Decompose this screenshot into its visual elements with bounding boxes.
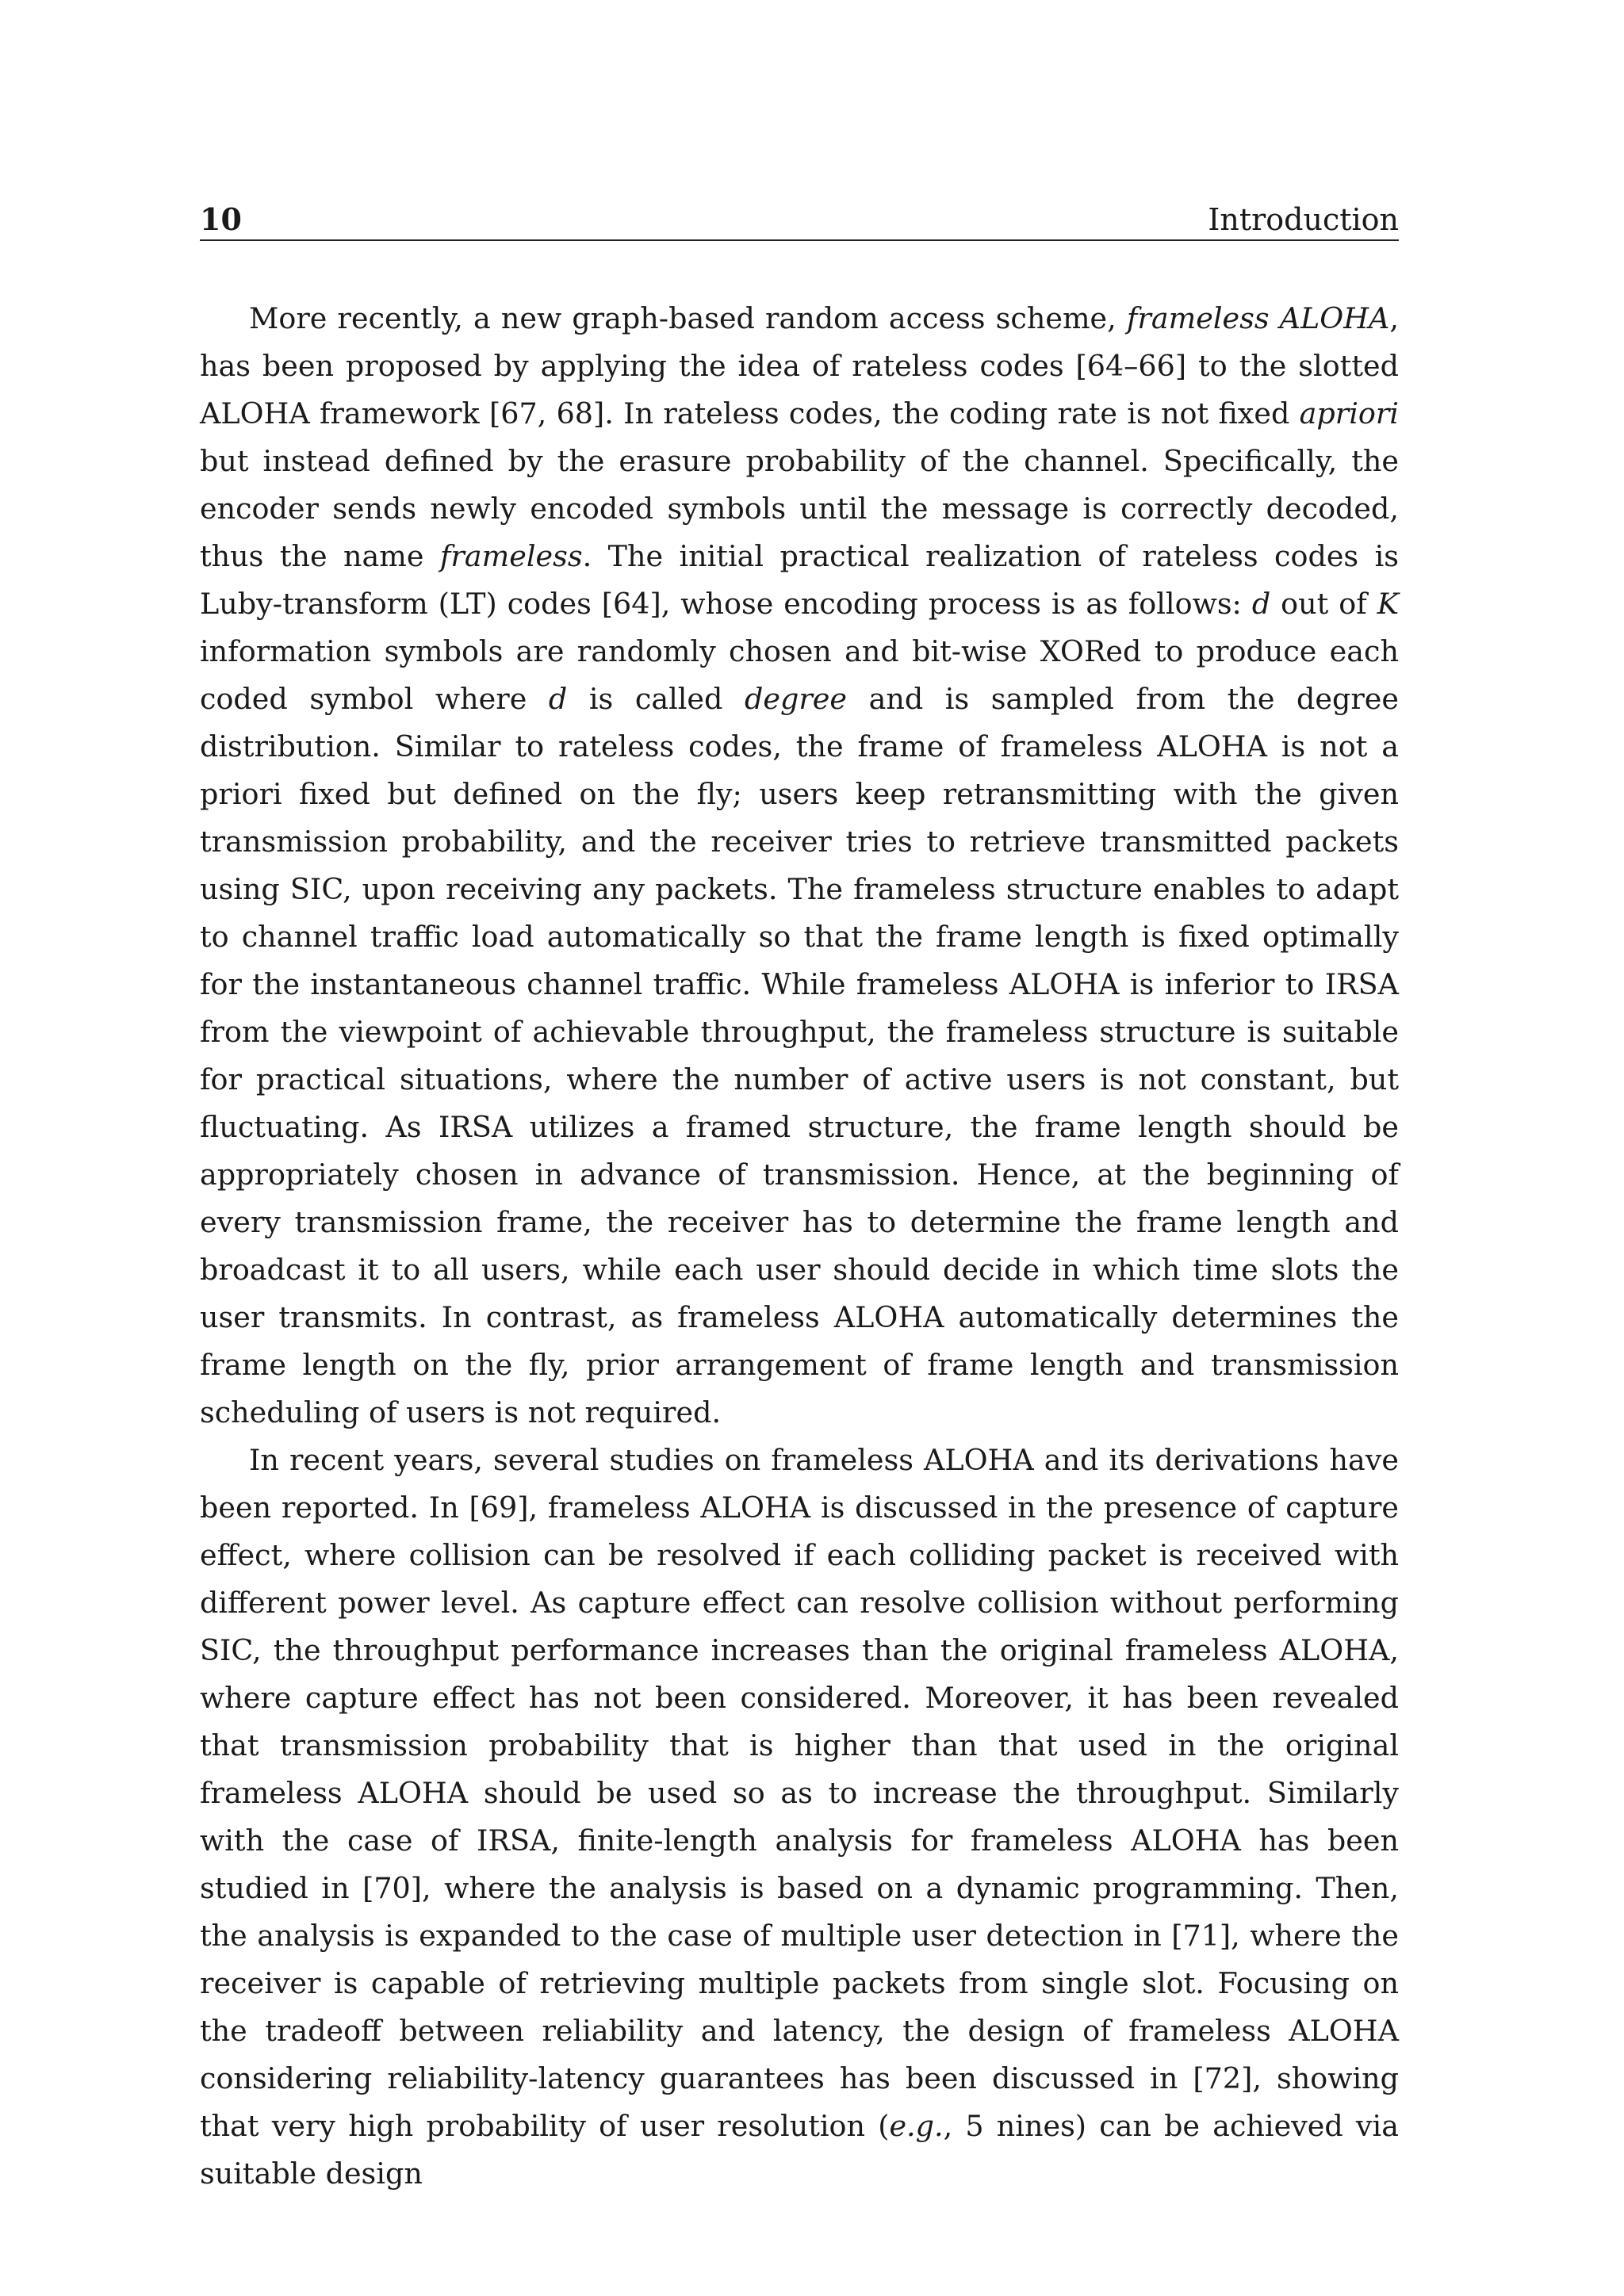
running-title: Introduction <box>1208 202 1399 237</box>
text-run: In recent years, several studies on frameless ALOHA and its derivations have been reported. In [69], frameless ALOHA is discussed in the presence of capture effect, where collision can be resolved if each colliding packet is received with different power level. As capture effect can resolve collision without performing SIC, the throughput performance increases than the original frameless ALOHA, where capture effect has not been considered. Moreover, it has been revealed that transmission probability that is higher than that used in the original frameless ALOHA should be used so as to increase the throughput. Similarly with the case of IRSA, finite-length analysis for frameless ALOHA has been studied in [70], where the analysis is based on a dynamic programming. Then, the analysis is expanded to the case of multiple user detection in [71], where the receiver is capable of retrieving multiple packets from single slot. Focusing on the tradeoff between reliability and latency, the design of frameless ALOHA considering reliability-latency guarantees has been discussed in [72], showing that very high probability of user resolution ( <box>200 1443 1399 2143</box>
text-run: is called <box>567 682 745 716</box>
page-header <box>200 197 1399 241</box>
italic-text: apriori <box>1299 396 1399 430</box>
italic-text: frameless <box>439 539 583 573</box>
text-run: , has been proposed by applying the idea of rateless codes [64–66] to the slotted ALOHA framework [67, 68]. In rateless codes, the coding rate is not fixed <box>200 301 1400 430</box>
body-text <box>200 295 1399 2198</box>
paragraph <box>200 295 1399 1437</box>
italic-text: frameless ALOHA <box>1126 301 1390 335</box>
paragraph <box>200 1437 1399 2198</box>
text-run: . The initial practical realization of rateless codes is Luby-transform (LT) codes [64], whose encoding process is as follows: <box>200 539 1399 621</box>
text-run: and is sampled from the degree distribution. Similar to rateless codes, the frame of frameless ALOHA is not a priori fixed but defined on the fly; users keep retransmitting with the given transmission probability, and the receiver tries to retrieve transmitted packets using SIC, upon receiving any packets. The frameless structure enables to adapt to channel traffic load automatically so that the frame length is fixed optimally for the instantaneous channel traffic. While frameless ALOHA is inferior to IRSA from the viewpoint of achievable throughput, the frameless structure is suitable for practical situations, where the number of active users is not constant, but fluctuating. As IRSA utilizes a framed structure, the frame length should be appropriately chosen in advance of transmission. Hence, at the beginning of every transmission frame, the receiver has to determine the frame length and broadcast it to all users, while each user should decide in which time slots the user transmits. In contrast, as frameless ALOHA automatically determines the frame length on the fly, prior arrangement of frame length and transmission scheduling of users is not required. <box>200 682 1399 1429</box>
italic-text: d <box>548 682 568 716</box>
text-run: but instead defined by the erasure probability of the channel. Specifically, the encoder sends newly encoded symbols until the message is correctly decoded, thus the name <box>200 444 1399 573</box>
italic-text: e.g. <box>889 2109 944 2143</box>
text-run: , 5 nines) can be achieved via suitable design <box>200 2109 1399 2191</box>
italic-text: K <box>1377 587 1400 621</box>
italic-text: d <box>1251 587 1271 621</box>
text-run: information symbols are randomly chosen and bit-wise XORed to produce each coded symbol where <box>200 634 1399 716</box>
text-run: More recently, a new graph-based random access scheme, <box>249 301 1127 335</box>
italic-text: degree <box>745 682 847 716</box>
page-number: 10 <box>200 201 242 237</box>
text-run: out of <box>1270 587 1377 621</box>
